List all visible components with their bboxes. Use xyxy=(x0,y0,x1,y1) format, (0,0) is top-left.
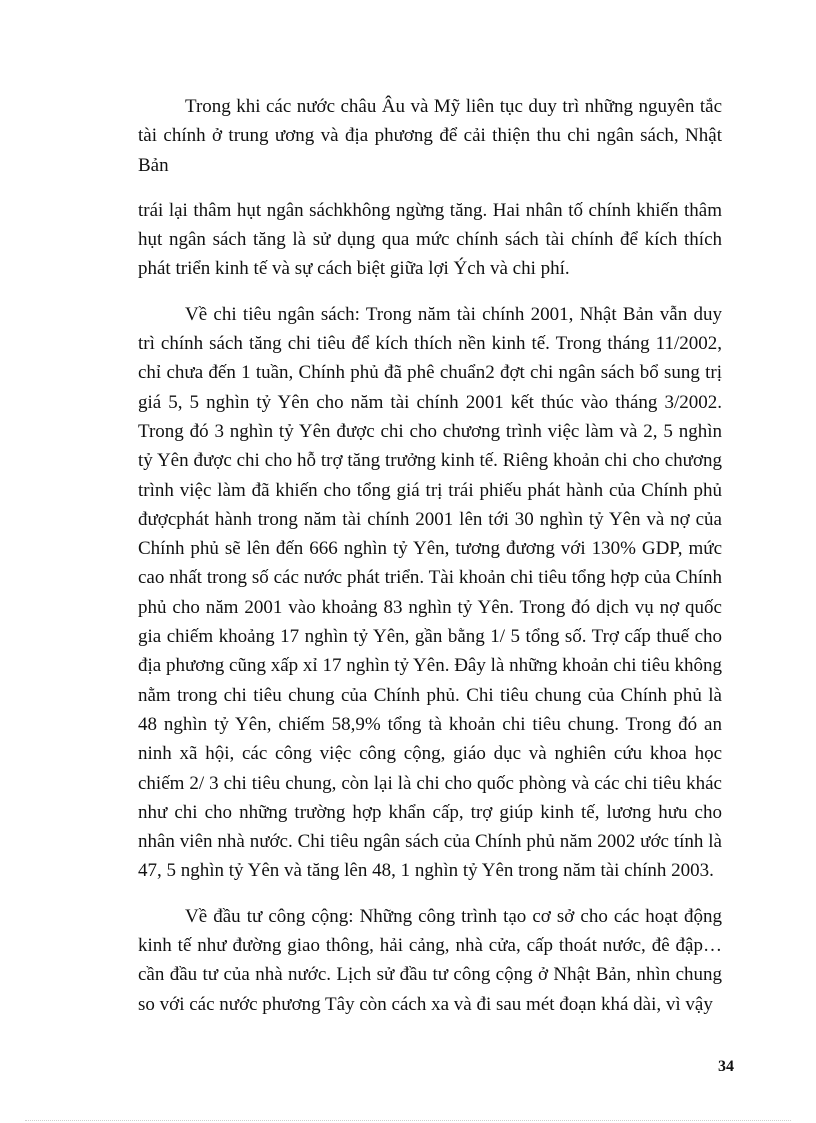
body-text xyxy=(138,92,722,1019)
paragraph-deficit-increase: trái lại thâm hụt ngân sáchkhông ngừng tăng. Hai nhân tố chính khiến thâm hụt ngân sách tăng là sử dụng qua mức chính sách tài chính để kích thích phát triển kinh tế và sự cách biệt giữa lợi Ých và chi phí. xyxy=(138,199,722,280)
page-number: 34 xyxy=(718,1058,734,1075)
paragraph-public-investment: Về đầu tư công cộng: Những công trình tạo cơ sở cho các hoạt động kinh tế như đường giao thông, hải cảng, nhà cửa, cấp thoát nước, đê đập… cần đầu tư của nhà nước. Lịch sử đầu tư công cộng ở Nhật Bản, nhìn chung so với các nước phương Tây còn cách xa và đi sau mét đoạn khá dài, vì vậy xyxy=(138,905,722,1015)
footer-divider xyxy=(25,1120,791,1121)
paragraph-budget-spending: Về chi tiêu ngân sách: Trong năm tài chính 2001, Nhật Bản vẫn duy trì chính sách tăng chi tiêu để kích thích nền kinh tế. Trong tháng 11/2002, chỉ chưa đến 1 tuần, Chính phủ đã phê chuẩn2 đợt chi ngân sách bổ sung trị giá 5, 5 nghìn tỷ Yên cho năm tài chính 2001 kết thúc vào tháng 3/2002. Trong đó 3 nghìn tỷ Yên được chi cho chương trình việc làm và 2, 5 nghìn tỷ Yên được chi cho hỗ trợ tăng trưởng kinh tế. Riêng khoản chi cho chương trình việc làm đã khiến cho tổng giá trị trái phiếu phát hành của Chính phủ đượcphát hành trong năm tài chính 2001 lên tới 30 nghìn tỷ Yên và nợ của Chính phủ sẽ lên đến 666 nghìn tỷ Yên, tương đương với 130% GDP, mức cao nhất trong số các nước phát triển. Tài khoản chi tiêu tổng hợp của Chính phủ cho năm 2001 vào khoảng 83 nghìn tỷ Yên. Trong đó dịch vụ nợ quốc gia chiếm khoảng 17 nghìn tỷ Yên, gần bằng 1/ 5 tổng số. Trợ cấp thuế cho địa phương cũng xấp xỉ 17 nghìn tỷ Yên. Đây là những khoản chi tiêu không nằm trong chi tiêu chung của Chính phủ. Chi tiêu chung của Chính phủ là 48 nghìn tỷ Yên, chiếm 58,9% tổng tà khoản chi tiêu chung. Trong đó an ninh xã hội, các công việc công cộng, giáo dục và nghiên cứu khoa học chiếm 2/ 3 chi tiêu chung, còn lại là chi cho quốc phòng và các chi tiêu khác như chi cho những trường hợp khẩn cấp, trợ giúp kinh tế, lương hưu cho nhân viên nhà nước. Chi tiêu ngân sách của Chính phủ năm 2002 ước tính là 47, 5 nghìn tỷ Yên và tăng lên 48, 1 nghìn tỷ Yên trong năm tài chính 2003. xyxy=(138,303,723,882)
paragraph-budget-principles: Trong khi các nước châu Âu và Mỹ liên tục duy trì những nguyên tắc tài chính ở trung ương và địa phương để cải thiện thu chi ngân sách, Nhật Bản xyxy=(138,96,722,176)
